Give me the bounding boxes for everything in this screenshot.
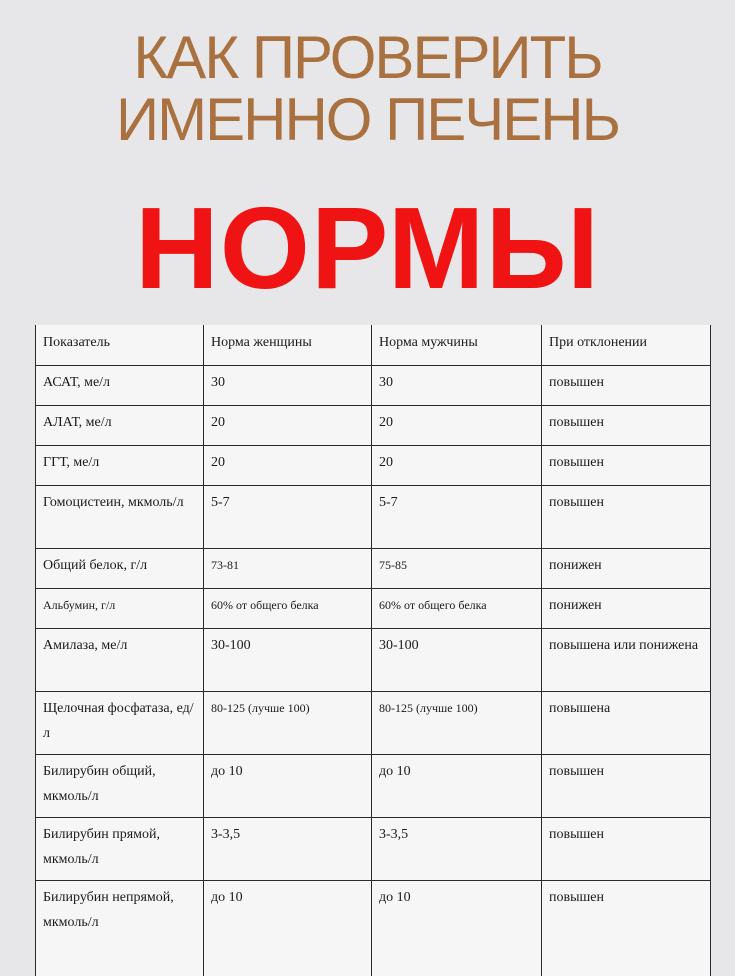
deviation-cell: понижен: [542, 589, 711, 629]
indicator-cell: Билирубин общий, мкмоль/л: [36, 755, 204, 818]
norms-heading: НОРМЫ: [134, 183, 601, 313]
men-norm-cell: 30-100: [372, 629, 542, 692]
indicator-cell: Билирубин непрямой, мкмоль/л: [36, 881, 204, 976]
header-cell-women: Норма женщины: [204, 326, 372, 366]
deviation-cell: понижен: [542, 549, 711, 589]
men-norm-cell: до 10: [372, 755, 542, 818]
indicator-cell: Альбумин, г/л: [36, 589, 204, 629]
deviation-cell: повышена: [542, 692, 711, 755]
women-norm-cell: 5-7: [204, 486, 372, 549]
indicator-cell: АСАТ, ме/л: [36, 366, 204, 406]
header-cell-men: Норма мужчины: [372, 326, 542, 366]
men-norm-cell: 30: [372, 366, 542, 406]
table-header-row: [36, 326, 711, 366]
deviation-cell: повышен: [542, 446, 711, 486]
deviation-cell: повышен: [542, 486, 711, 549]
header-cell-indicator: Показатель: [36, 326, 204, 366]
header-cell-deviation: При отклонении: [542, 326, 711, 366]
table-row: [36, 629, 711, 692]
men-norm-cell: 3-3,5: [372, 818, 542, 881]
women-norm-cell: 30: [204, 366, 372, 406]
norms-table: [35, 325, 711, 976]
women-norm-cell: 20: [204, 406, 372, 446]
deviation-cell: повышена или понижена: [542, 629, 711, 692]
women-norm-cell: 3-3,5: [204, 818, 372, 881]
men-norm-cell: до 10: [372, 881, 542, 976]
table-row: [36, 818, 711, 881]
women-norm-cell: 60% от общего белка: [204, 589, 372, 629]
indicator-cell: Амилаза, ме/л: [36, 629, 204, 692]
women-norm-cell: 20: [204, 446, 372, 486]
indicator-cell: Билирубин прямой, мкмоль/л: [36, 818, 204, 881]
table-row: [36, 446, 711, 486]
women-norm-cell: до 10: [204, 881, 372, 976]
indicator-cell: ГГТ, ме/л: [36, 446, 204, 486]
men-norm-cell: 20: [372, 446, 542, 486]
deviation-cell: повышен: [542, 406, 711, 446]
table-row: [36, 755, 711, 818]
deviation-cell: повышен: [542, 366, 711, 406]
indicator-cell: Щелочная фосфатаза, ед/л: [36, 692, 204, 755]
title-line-1: КАК ПРОВЕРИТЬ: [133, 24, 602, 91]
deviation-cell: повышен: [542, 755, 711, 818]
men-norm-cell: 80-125 (лучше 100): [372, 692, 542, 755]
table-row: [36, 366, 711, 406]
women-norm-cell: 30-100: [204, 629, 372, 692]
table-row: [36, 549, 711, 589]
men-norm-cell: 20: [372, 406, 542, 446]
indicator-cell: Общий белок, г/л: [36, 549, 204, 589]
deviation-cell: повышен: [542, 881, 711, 976]
women-norm-cell: 73-81: [204, 549, 372, 589]
norms-table-container: [35, 325, 710, 976]
table-row: [36, 881, 711, 976]
table-row: [36, 486, 711, 549]
table-row: [36, 406, 711, 446]
table-row: [36, 589, 711, 629]
table-row: [36, 692, 711, 755]
men-norm-cell: 75-85: [372, 549, 542, 589]
women-norm-cell: до 10: [204, 755, 372, 818]
men-norm-cell: 60% от общего белка: [372, 589, 542, 629]
women-norm-cell: 80-125 (лучше 100): [204, 692, 372, 755]
title-line-2: ИМЕННО ПЕЧЕНЬ: [116, 86, 619, 153]
indicator-cell: Гомоцистеин, мкмоль/л: [36, 486, 204, 549]
men-norm-cell: 5-7: [372, 486, 542, 549]
indicator-cell: АЛАТ, ме/л: [36, 406, 204, 446]
deviation-cell: повышен: [542, 818, 711, 881]
